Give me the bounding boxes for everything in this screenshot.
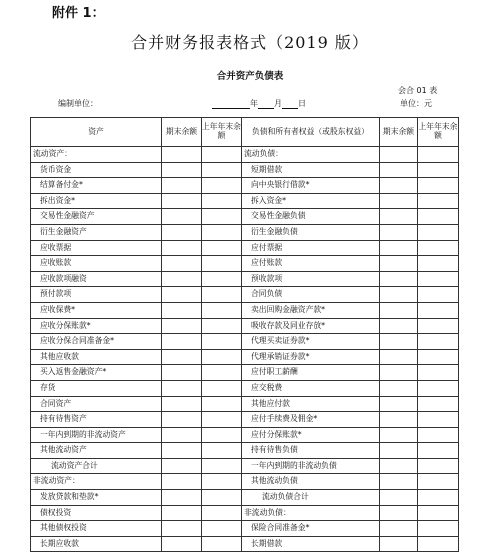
liability-item: 保险合同准备金* (242, 521, 380, 537)
asset-period-end-cell[interactable] (162, 427, 202, 443)
asset-period-end-cell[interactable] (162, 521, 202, 537)
asset-item: 发放贷款和垫款* (31, 490, 162, 506)
asset-prior-year-cell[interactable] (202, 240, 242, 256)
liability-period-end-cell[interactable] (380, 365, 418, 381)
liability-item: 吸收存款及同业存放* (242, 318, 380, 334)
asset-item: 其他流动资产 (31, 443, 162, 459)
asset-prior-year-cell[interactable] (202, 536, 242, 552)
liability-period-end-cell[interactable] (380, 474, 418, 490)
table-row (31, 271, 459, 287)
table-row (31, 474, 459, 490)
asset-item: 持有待售资产 (31, 412, 162, 428)
liability-item: 拆入资金* (242, 193, 380, 209)
asset-item: 应收保费* (31, 302, 162, 318)
asset-prior-year-cell[interactable] (202, 178, 242, 194)
liability-prior-year-cell[interactable] (418, 490, 459, 506)
liability-item: 合同负债 (242, 287, 380, 303)
liability-prior-year-cell[interactable] (418, 209, 459, 225)
asset-item: 存货 (31, 380, 162, 396)
table-row (31, 224, 459, 240)
liability-period-end-cell[interactable] (380, 287, 418, 303)
asset-item: 应收分保合同准备金* (31, 334, 162, 350)
liability-item: 长期借款 (242, 536, 380, 552)
asset-item: 衍生金融资产 (31, 224, 162, 240)
liability-item: 代理承销证券款* (242, 349, 380, 365)
table-row (31, 302, 459, 318)
asset-item: 货币资金 (31, 162, 162, 178)
liability-prior-year-cell[interactable] (418, 521, 459, 537)
asset-period-end-cell[interactable] (162, 349, 202, 365)
liability-period-end-cell[interactable] (380, 521, 418, 537)
liability-prior-year-cell[interactable] (418, 193, 459, 209)
asset-prior-year-cell[interactable] (202, 256, 242, 272)
table-row (31, 365, 459, 381)
liability-item: 交易性金融负债 (242, 209, 380, 225)
liability-prior-year-cell[interactable] (418, 396, 459, 412)
liability-prior-year-cell[interactable] (418, 240, 459, 256)
asset-period-end-cell[interactable] (162, 240, 202, 256)
liability-period-end-cell[interactable] (380, 490, 418, 506)
liability-period-end-cell[interactable] (380, 193, 418, 209)
header-prior-year-end-2: 上年年末余额 (418, 118, 459, 147)
liability-prior-year-cell[interactable] (418, 178, 459, 194)
liability-item: 应付职工薪酬 (242, 365, 380, 381)
asset-prior-year-cell[interactable] (202, 396, 242, 412)
asset-item: 其他应收款 (31, 349, 162, 365)
year-blank (212, 99, 250, 109)
day-blank (282, 99, 298, 109)
liability-period-end-cell[interactable] (380, 178, 418, 194)
liability-item: 流动负债： (242, 147, 380, 163)
liability-item: 持有待售负债 (242, 443, 380, 459)
table-row (31, 193, 459, 209)
table-row (31, 162, 459, 178)
asset-prior-year-cell[interactable] (202, 521, 242, 537)
month-blank (258, 99, 274, 109)
liability-period-end-cell[interactable] (380, 240, 418, 256)
liability-prior-year-cell[interactable] (418, 427, 459, 443)
table-row (31, 412, 459, 428)
asset-period-end-cell[interactable] (162, 396, 202, 412)
table-row (31, 240, 459, 256)
liability-item: 卖出回购金融资产款* (242, 302, 380, 318)
asset-prior-year-cell[interactable] (202, 505, 242, 521)
asset-item: 结算备付金* (31, 178, 162, 194)
table-row (31, 396, 459, 412)
header-period-end: 期末余额 (162, 118, 202, 147)
liability-prior-year-cell[interactable] (418, 318, 459, 334)
asset-period-end-cell[interactable] (162, 178, 202, 194)
asset-period-end-cell[interactable] (162, 271, 202, 287)
table-row (31, 349, 459, 365)
asset-item: 拆出资金* (31, 193, 162, 209)
liability-item: 一年内到期的非流动负债 (242, 458, 380, 474)
liability-prior-year-cell[interactable] (418, 287, 459, 303)
unit-label: 单位：元 (400, 99, 432, 108)
liability-period-end-cell[interactable] (380, 334, 418, 350)
asset-item: 应收款项融资 (31, 271, 162, 287)
liability-item: 衍生金融负债 (242, 224, 380, 240)
statement-title: 合并资产负债表 (216, 71, 284, 82)
asset-period-end-cell[interactable] (162, 490, 202, 506)
asset-prior-year-cell[interactable] (202, 474, 242, 490)
table-row (31, 536, 459, 552)
asset-item: 应收票据 (31, 240, 162, 256)
asset-period-end-cell[interactable] (162, 209, 202, 225)
liability-item: 向中央银行借款* (242, 178, 380, 194)
table-row (31, 490, 459, 506)
asset-period-end-cell[interactable] (162, 193, 202, 209)
asset-period-end-cell[interactable] (162, 334, 202, 350)
liability-item: 应交税费 (242, 380, 380, 396)
asset-prior-year-cell[interactable] (202, 349, 242, 365)
asset-item: 其他债权投资 (31, 521, 162, 537)
liability-prior-year-cell[interactable] (418, 256, 459, 272)
asset-period-end-cell[interactable] (162, 147, 202, 163)
table-row (31, 458, 459, 474)
asset-item: 流动资产合计 (31, 458, 162, 474)
asset-prior-year-cell[interactable] (202, 193, 242, 209)
liability-prior-year-cell[interactable] (418, 474, 459, 490)
liability-prior-year-cell[interactable] (418, 365, 459, 381)
table-row (31, 505, 459, 521)
liability-period-end-cell[interactable] (380, 536, 418, 552)
liability-period-end-cell[interactable] (380, 458, 418, 474)
asset-prior-year-cell[interactable] (202, 162, 242, 178)
liability-item: 预收款项 (242, 271, 380, 287)
asset-item: 一年内到期的非流动资产 (31, 427, 162, 443)
liability-item: 流动负债合计 (242, 490, 380, 506)
liability-prior-year-cell[interactable] (418, 302, 459, 318)
asset-period-end-cell[interactable] (162, 443, 202, 459)
asset-prior-year-cell[interactable] (202, 443, 242, 459)
asset-period-end-cell[interactable] (162, 302, 202, 318)
preparer-label: 编制单位： (58, 99, 98, 108)
asset-period-end-cell[interactable] (162, 536, 202, 552)
asset-item: 债权投资 (31, 505, 162, 521)
asset-prior-year-cell[interactable] (202, 147, 242, 163)
asset-item: 交易性金融资产 (31, 209, 162, 225)
asset-period-end-cell[interactable] (162, 287, 202, 303)
liability-period-end-cell[interactable] (380, 412, 418, 428)
liability-period-end-cell[interactable] (380, 209, 418, 225)
asset-item: 合同资产 (31, 396, 162, 412)
month-label: 月 (274, 99, 282, 108)
asset-prior-year-cell[interactable] (202, 318, 242, 334)
asset-prior-year-cell[interactable] (202, 209, 242, 225)
asset-period-end-cell[interactable] (162, 318, 202, 334)
liability-period-end-cell[interactable] (380, 224, 418, 240)
asset-prior-year-cell[interactable] (202, 365, 242, 381)
asset-period-end-cell[interactable] (162, 380, 202, 396)
asset-period-end-cell[interactable] (162, 365, 202, 381)
asset-prior-year-cell[interactable] (202, 302, 242, 318)
table-row (31, 380, 459, 396)
liability-prior-year-cell[interactable] (418, 162, 459, 178)
asset-item: 买入返售金融资产* (31, 365, 162, 381)
liability-prior-year-cell[interactable] (418, 224, 459, 240)
asset-prior-year-cell[interactable] (202, 224, 242, 240)
header-period-end-2: 期末余额 (380, 118, 418, 147)
liability-period-end-cell[interactable] (380, 396, 418, 412)
liability-prior-year-cell[interactable] (418, 147, 459, 163)
balance-sheet-table (30, 117, 459, 552)
report-date (212, 98, 322, 109)
asset-period-end-cell[interactable] (162, 505, 202, 521)
asset-period-end-cell[interactable] (162, 256, 202, 272)
asset-prior-year-cell[interactable] (202, 334, 242, 350)
attachment-label: 附件 1： (52, 6, 105, 21)
asset-period-end-cell[interactable] (162, 224, 202, 240)
liability-period-end-cell[interactable] (380, 162, 418, 178)
liability-item: 其他应付款 (242, 396, 380, 412)
liability-prior-year-cell[interactable] (418, 536, 459, 552)
asset-period-end-cell[interactable] (162, 458, 202, 474)
table-row (31, 178, 459, 194)
liability-period-end-cell[interactable] (380, 443, 418, 459)
table-row (31, 334, 459, 350)
header-liabilities-equity: 负债和所有者权益（或股东权益） (242, 118, 380, 147)
table-row (31, 209, 459, 225)
asset-prior-year-cell[interactable] (202, 380, 242, 396)
liability-item: 非流动负债： (242, 505, 380, 521)
asset-prior-year-cell[interactable] (202, 490, 242, 506)
table-row (31, 427, 459, 443)
liability-period-end-cell[interactable] (380, 505, 418, 521)
liability-period-end-cell[interactable] (380, 380, 418, 396)
liability-period-end-cell[interactable] (380, 147, 418, 163)
asset-prior-year-cell[interactable] (202, 427, 242, 443)
asset-prior-year-cell[interactable] (202, 412, 242, 428)
liability-item: 应付票据 (242, 240, 380, 256)
header-assets: 资产 (31, 118, 162, 147)
liability-item: 应付手续费及佣金* (242, 412, 380, 428)
asset-period-end-cell[interactable] (162, 412, 202, 428)
asset-item: 长期应收款 (31, 536, 162, 552)
liability-item: 代理买卖证券款* (242, 334, 380, 350)
liability-prior-year-cell[interactable] (418, 380, 459, 396)
liability-item: 应付分保账款* (242, 427, 380, 443)
form-number: 会合 01 表 (398, 86, 438, 95)
liability-period-end-cell[interactable] (380, 256, 418, 272)
asset-item: 应收账款 (31, 256, 162, 272)
asset-period-end-cell[interactable] (162, 474, 202, 490)
year-label: 年 (250, 99, 258, 108)
asset-period-end-cell[interactable] (162, 162, 202, 178)
table-row (31, 287, 459, 303)
asset-item: 非流动资产： (31, 474, 162, 490)
asset-prior-year-cell[interactable] (202, 271, 242, 287)
liability-period-end-cell[interactable] (380, 271, 418, 287)
table-row (31, 318, 459, 334)
table-row (31, 443, 459, 459)
table-row (31, 147, 459, 163)
header-prior-year-end: 上年年末余额 (202, 118, 242, 147)
asset-prior-year-cell[interactable] (202, 458, 242, 474)
liability-item: 应付账款 (242, 256, 380, 272)
liability-period-end-cell[interactable] (380, 427, 418, 443)
liability-prior-year-cell[interactable] (418, 271, 459, 287)
liability-prior-year-cell[interactable] (418, 458, 459, 474)
asset-item: 预付款项 (31, 287, 162, 303)
asset-item: 流动资产： (31, 147, 162, 163)
liability-item: 短期借款 (242, 162, 380, 178)
table-row (31, 521, 459, 537)
table-header-row (31, 118, 459, 147)
liability-prior-year-cell[interactable] (418, 505, 459, 521)
table-row (31, 256, 459, 272)
liability-prior-year-cell[interactable] (418, 443, 459, 459)
page-title: 合并财务报表格式（2019 版） (131, 33, 369, 52)
liability-prior-year-cell[interactable] (418, 349, 459, 365)
liability-prior-year-cell[interactable] (418, 412, 459, 428)
liability-period-end-cell[interactable] (380, 318, 418, 334)
asset-prior-year-cell[interactable] (202, 287, 242, 303)
asset-item: 应收分保账款* (31, 318, 162, 334)
day-label: 日 (298, 99, 306, 108)
liability-period-end-cell[interactable] (380, 349, 418, 365)
liability-prior-year-cell[interactable] (418, 334, 459, 350)
liability-period-end-cell[interactable] (380, 302, 418, 318)
liability-item: 其他流动负债 (242, 474, 380, 490)
